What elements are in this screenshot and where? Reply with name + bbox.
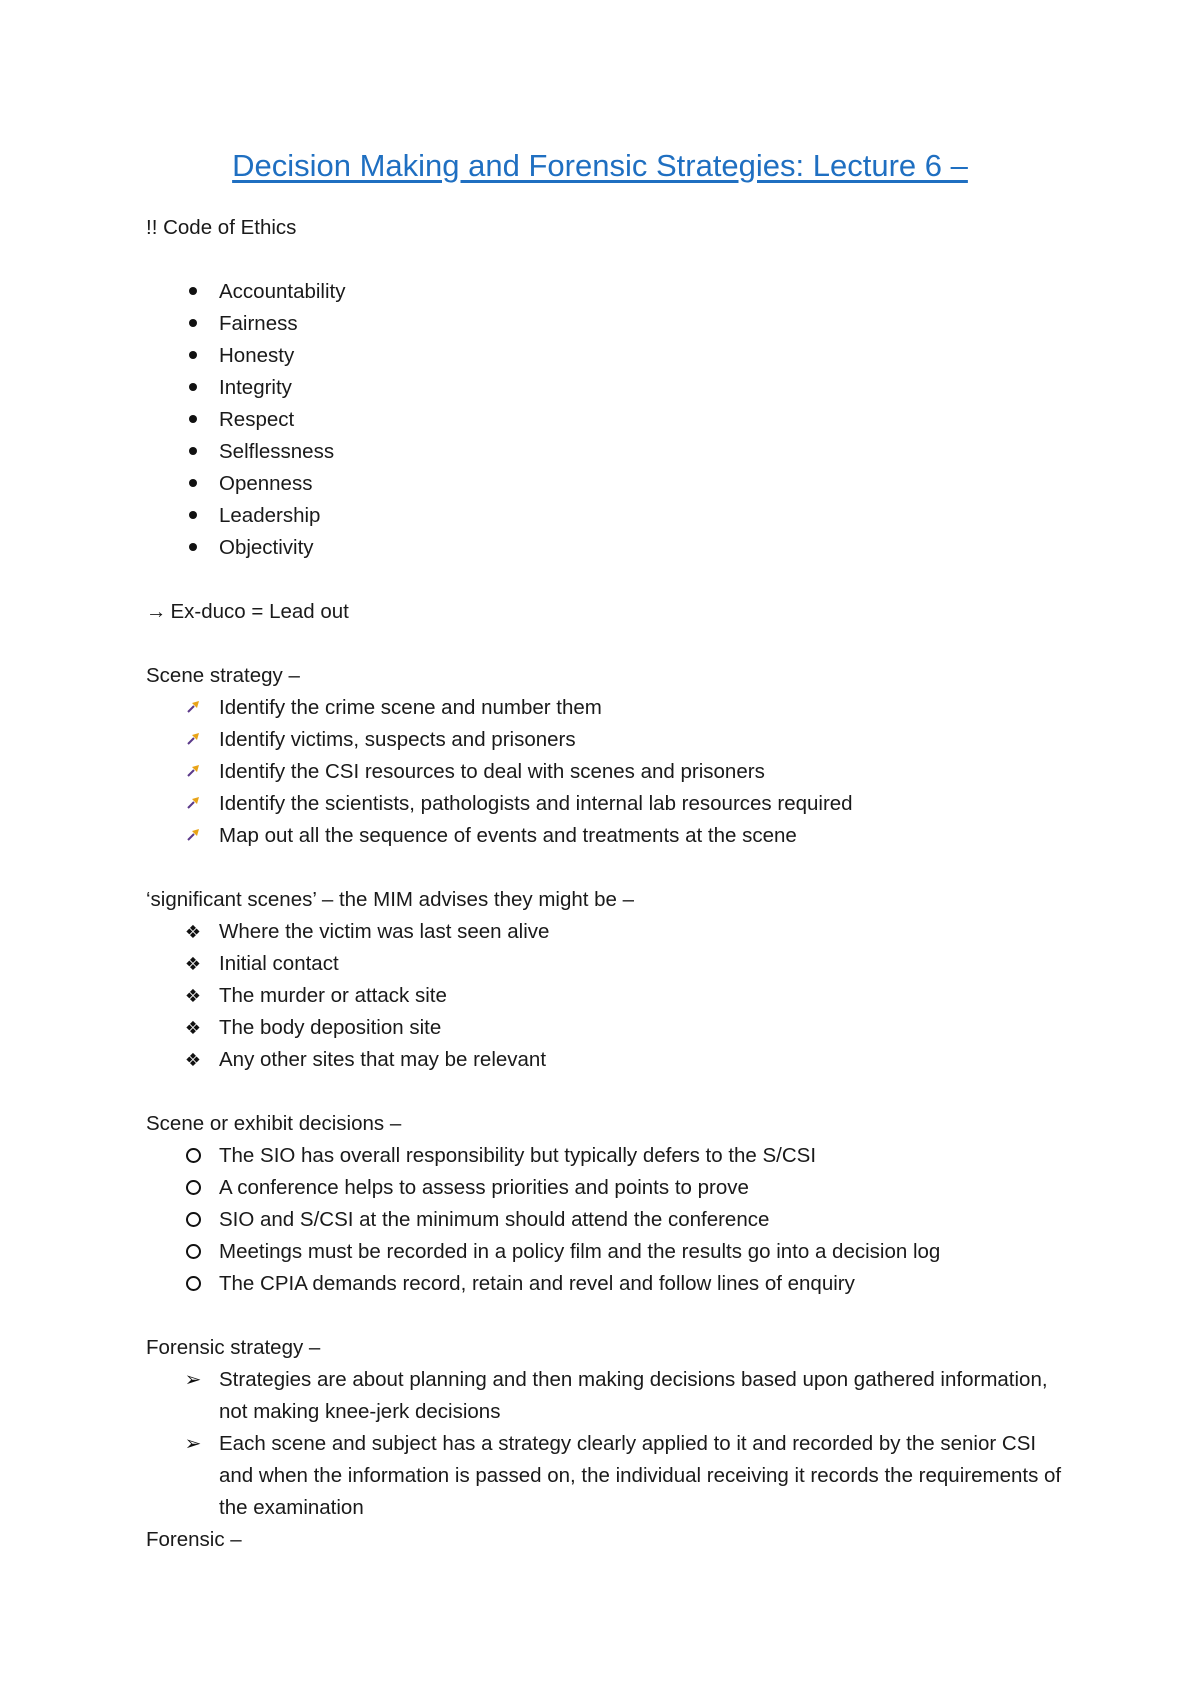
document-body [146, 212, 1066, 1556]
list-item: ❖ The murder or attack site [146, 980, 1066, 1012]
list-item: ❖ The body deposition site [146, 1012, 1066, 1044]
scene-strategy-list [146, 692, 1066, 852]
bullet-dot-icon [182, 500, 204, 532]
list-item: Identify victims, suspects and prisoners [146, 724, 1066, 756]
pushpin-icon [182, 788, 204, 820]
list-item: The CPIA demands record, retain and revel and follow lines of enquiry [146, 1268, 1066, 1300]
scene-strategy-heading: Scene strategy – [146, 664, 300, 687]
list-item: The SIO has overall responsibility but typically defers to the S/CSI [146, 1140, 1066, 1172]
hollow-circle-icon [182, 1172, 204, 1204]
right-arrow-icon: → [146, 600, 167, 623]
exhibit-decisions-list [146, 1140, 1066, 1300]
list-item: Openness [146, 468, 1066, 500]
bullet-dot-icon [182, 276, 204, 308]
bullet-dot-icon [182, 308, 204, 340]
exhibit-decisions-heading: Scene or exhibit decisions – [146, 1112, 402, 1135]
list-item: Identify the scientists, pathologists and internal lab resources required [146, 788, 1066, 820]
list-item: ❖ Initial contact [146, 948, 1066, 980]
pushpin-icon [182, 756, 204, 788]
list-item: Respect [146, 404, 1066, 436]
four-diamond-icon: ❖ [184, 986, 202, 1006]
list-item: Integrity [146, 372, 1066, 404]
arrowhead-icon: ➢ [184, 1433, 202, 1455]
bullet-dot-icon [182, 468, 204, 500]
list-item: Selflessness [146, 436, 1066, 468]
pushpin-icon [182, 820, 204, 852]
pushpin-icon [182, 724, 204, 756]
page-title: Decision Making and Forensic Strategies: Lecture 6 – [232, 148, 968, 183]
four-diamond-icon: ❖ [184, 1050, 202, 1070]
list-item: Meetings must be recorded in a policy film and the results go into a decision log [146, 1236, 1066, 1268]
bullet-dot-icon [182, 340, 204, 372]
ethics-list [146, 276, 1066, 564]
hollow-circle-icon [182, 1140, 204, 1172]
list-item: ❖ Any other sites that may be relevant [146, 1044, 1066, 1076]
list-item: ➢ Each scene and subject has a strategy clearly applied to it and recorded by the senior CSI and when the information is passed on, the individual receiving it records the requirements of the examination [146, 1428, 1066, 1524]
four-diamond-icon: ❖ [184, 922, 202, 942]
four-diamond-icon: ❖ [184, 954, 202, 974]
bullet-dot-icon [182, 372, 204, 404]
pushpin-icon [182, 692, 204, 724]
list-item: ❖ Where the victim was last seen alive [146, 916, 1066, 948]
hollow-circle-icon [182, 1204, 204, 1236]
forensic-heading: Forensic – [146, 1528, 242, 1551]
list-item: Accountability [146, 276, 1066, 308]
bullet-dot-icon [182, 436, 204, 468]
bullet-dot-icon [182, 532, 204, 564]
list-item: Identify the CSI resources to deal with scenes and prisoners [146, 756, 1066, 788]
list-item: ➢ Strategies are about planning and then making decisions based upon gathered information, not making knee-jerk decisions [146, 1364, 1066, 1428]
list-item: Honesty [146, 340, 1066, 372]
exduco-line [146, 596, 1066, 628]
arrowhead-icon: ➢ [184, 1369, 202, 1391]
forensic-strategy-list [146, 1364, 1066, 1524]
bullet-dot-icon [182, 404, 204, 436]
list-item: Map out all the sequence of events and treatments at the scene [146, 820, 1066, 852]
forensic-strategy-heading: Forensic strategy – [146, 1336, 321, 1359]
list-item: Objectivity [146, 532, 1066, 564]
four-diamond-icon: ❖ [184, 1018, 202, 1038]
hollow-circle-icon [182, 1268, 204, 1300]
significant-scenes-list [146, 916, 1066, 1076]
hollow-circle-icon [182, 1236, 204, 1268]
exduco-text: Ex-duco = Lead out [170, 600, 349, 623]
list-item: SIO and S/CSI at the minimum should attend the conference [146, 1204, 1066, 1236]
code-of-ethics-heading: !! Code of Ethics [146, 216, 297, 239]
list-item: Identify the crime scene and number them [146, 692, 1066, 724]
list-item: Fairness [146, 308, 1066, 340]
significant-scenes-heading: ‘significant scenes’ – the MIM advises they might be – [146, 888, 635, 911]
list-item: Leadership [146, 500, 1066, 532]
list-item: A conference helps to assess priorities and points to prove [146, 1172, 1066, 1204]
